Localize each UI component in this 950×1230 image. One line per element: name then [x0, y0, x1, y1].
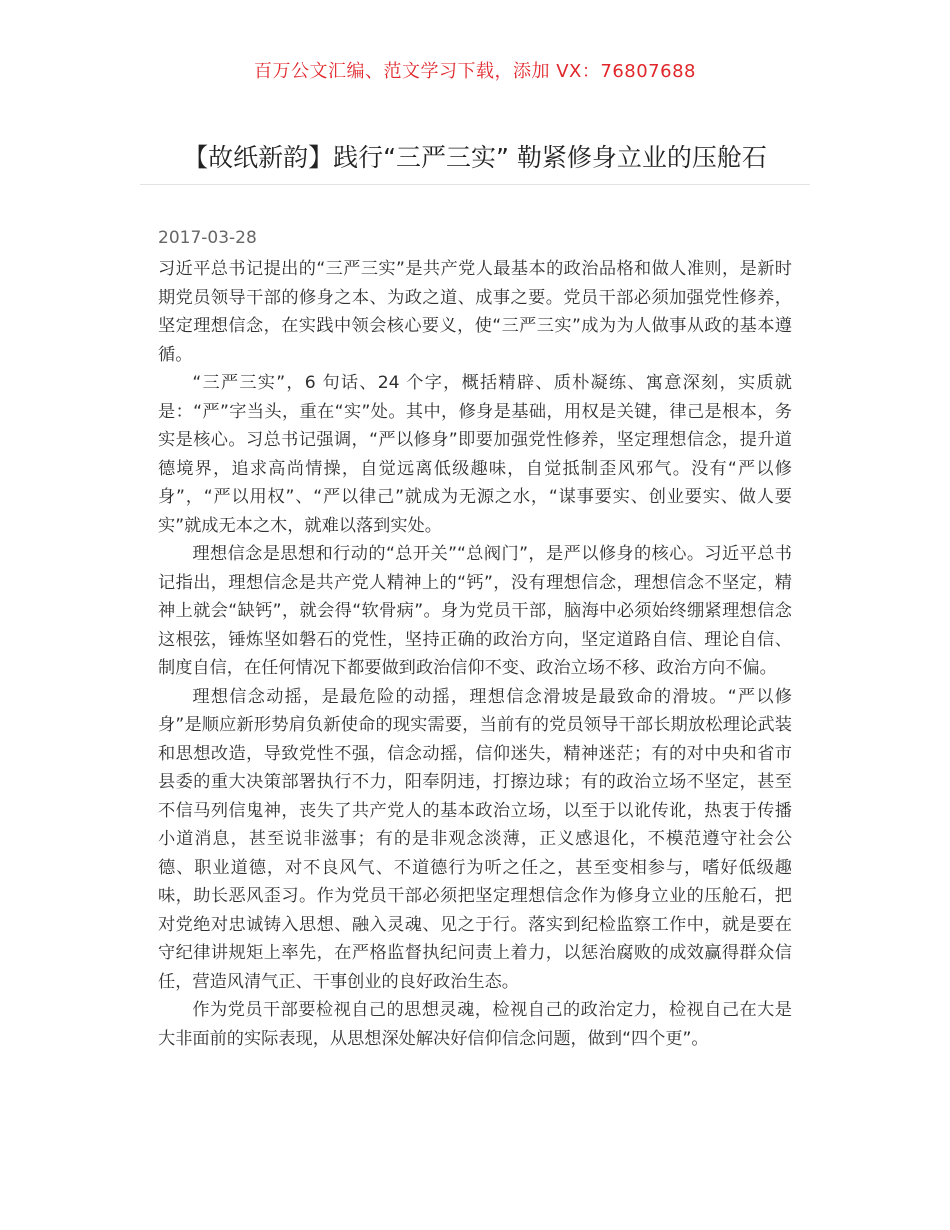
article-paragraph: 作为党员干部要检视自己的思想灵魂，检视自己的政治定力，检视自己在大是大非面前的实际表现，从思想深处解决好信仰信念问题，做到“四个更”。 [158, 1000, 792, 1049]
title-divider [140, 184, 810, 185]
article-paragraph: 理想信念动摇，是最危险的动摇，理想信念滑坡是最致命的滑坡。“严以修身”是顺应新形势肩负新使命的现实需要，当前有的党员领导干部长期放松理论武装和思想改造，导致党性不强，信念动摇，信仰迷失，精神迷茫；有的对中央和省市县委的重大决策部署执行不力，阳奉阴违，打擦边球；有的政治立场不坚定，甚至不信马列信鬼神，丧失了共产党人的基本政治立场，以至于以讹传讹，热衷于传播小道消息，甚至说非滋事；有的是非观念淡薄，正义感退化，不模范遵守社会公德、职业道德，对不良风气、不道德行为听之任之，甚至变相参与，嗜好低级趣味，助长恶风歪习。作为党员干部必须把坚定理想信念作为修身立业的压舱石，把对党绝对忠诚铸入思想、融入灵魂、见之于行。落实到纪检监察工作中，就是要在守纪律讲规矩上率先，在严格监督执纪问责上着力，以惩治腐败的成效赢得群众信任，营造风清气正、干事创业的良好政治生态。 [158, 686, 792, 992]
article-body [158, 255, 792, 1053]
publish-date: 2017-03-28 [158, 228, 257, 248]
article-paragraph: “三严三实”，6 句话、24 个字，概括精辟、质朴凝练、寓意深刻，实质就是：“严”字当头，重在“实”处。其中，修身是基础，用权是关键，律己是根本，务实是核心。习总书记强调，“严以修身”即要加强党性修养，坚定理想信念，提升道德境界，追求高尚情操，自觉远离低级趣味，自觉抵制歪风邪气。没有“严以修身”，“严以用权”、“严以律己”就成为无源之水，“谋事要实、创业要实、做人要实”就成无本之木，就难以落到实处。 [158, 373, 792, 536]
article-title: 【故纸新韵】践行“三严三实” 勒紧修身立业的压舱石 [183, 143, 767, 172]
promo-banner: 百万公文汇编、范文学习下载，添加 VX：76807688 [254, 61, 696, 82]
article-paragraph: 理想信念是思想和行动的“总开关”“总阀门”，是严以修身的核心。习近平总书记指出，理想信念是共产党人精神上的“钙”，没有理想信念，理想信念不坚定，精神上就会“缺钙”，就会得“软骨病”。身为党员干部，脑海中必须始终绷紧理想信念这根弦，锤炼坚如磐石的党性，坚持正确的政治方向，坚定道路自信、理论自信、制度自信，在任何情况下都要做到政治信仰不变、政治立场不移、政治方向不偏。 [158, 544, 792, 678]
article-paragraph: 习近平总书记提出的“三严三实”是共产党人最基本的政治品格和做人准则，是新时期党员领导干部的修身之本、为政之道、成事之要。党员干部必须加强党性修养，坚定理想信念，在实践中领会核心要义，使“三严三实”成为为人做事从政的基本遵循。 [158, 259, 792, 365]
